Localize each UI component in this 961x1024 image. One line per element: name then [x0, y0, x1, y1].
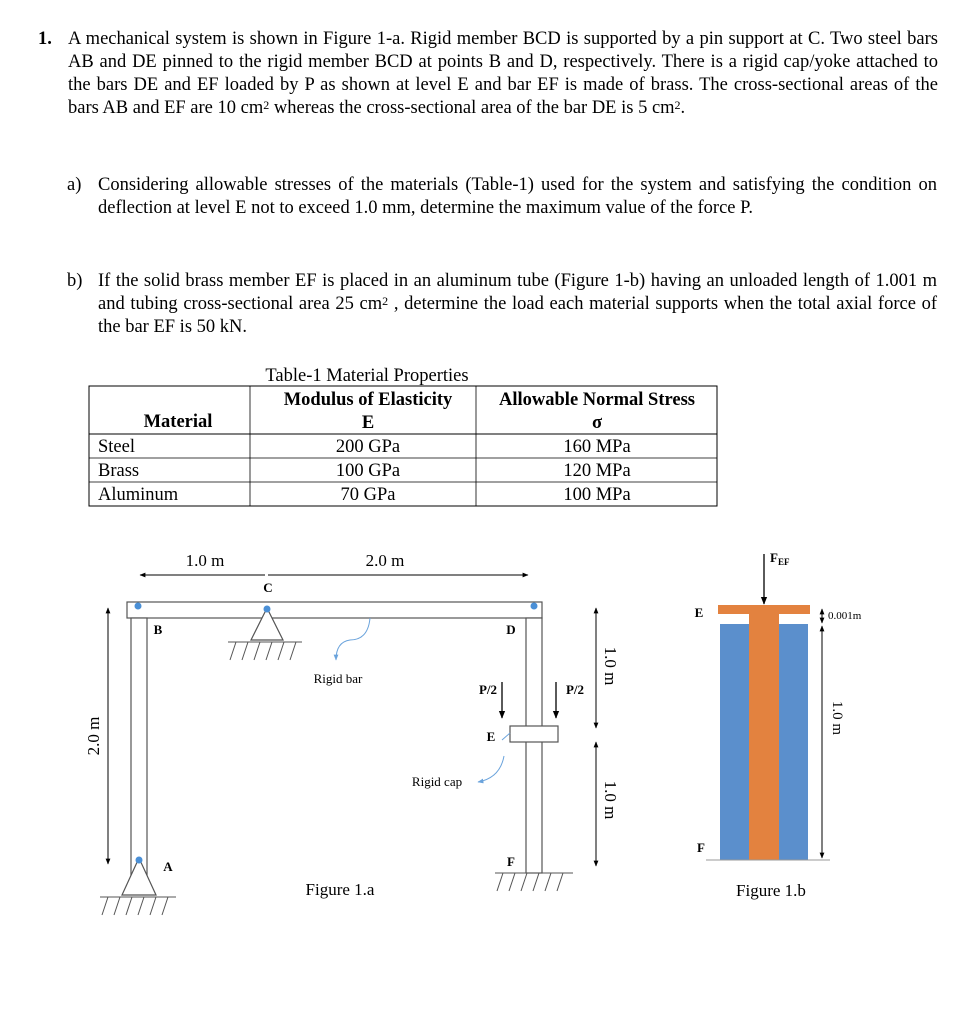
- material-table: [89, 366, 717, 506]
- load-right-label: P/2: [565, 682, 585, 697]
- rigid-plate: [718, 605, 810, 614]
- dim-ef-label: 1.0 m: [601, 780, 620, 820]
- part-b-text: If the solid brass member EF is placed in an aluminum tube (Figure 1-b) having an unloaded length of 1.001 m and tubing cross-sectional area 25 $cm^2$ , determine the load each material supports when the total axial force of the bar EF is 50 kN.: [98, 271, 937, 337]
- cell-material: Brass: [98, 461, 140, 481]
- dim-height-label: 2.0 m: [84, 716, 103, 756]
- dim-de-label: 1.0 m: [601, 646, 620, 686]
- gap-label: 0.001m: [828, 610, 862, 622]
- problem-number: 1.: [38, 29, 52, 49]
- th-modulus: Modulus of Elasticity: [283, 390, 453, 410]
- figure-1b: [695, 550, 862, 900]
- load-left-label: P/2: [478, 682, 498, 697]
- cell-modulus: 70 GPa: [340, 485, 396, 505]
- cell-stress: 120 MPa: [563, 461, 631, 481]
- rigid-cap-callout: [478, 756, 504, 782]
- label-c: C: [263, 580, 273, 595]
- rigid-bar-label: Rigid bar: [313, 671, 363, 686]
- label-e: E: [694, 605, 704, 620]
- pin-support-a: [122, 858, 156, 895]
- part-a-text: Considering allowable stresses of the materials (Table-1) used for the system and satisfying the condition on deflection at level E not to exceed 1.0 mm, determine the maximum value of the force P.: [98, 175, 937, 218]
- cell-material: Steel: [98, 437, 135, 457]
- part-a-label: a): [67, 175, 82, 195]
- bar-de-ef: [526, 618, 542, 873]
- table-title: Table-1 Material Properties: [265, 366, 469, 386]
- dim-left-label: 1.0 m: [185, 551, 225, 570]
- label-b: B: [153, 622, 163, 637]
- th-stress: Allowable Normal Stress: [499, 390, 695, 410]
- th-modulus-symbol: E: [361, 413, 375, 433]
- figure-1a-caption: Figure 1.a: [305, 880, 375, 899]
- cell-stress: 100 MPa: [563, 485, 631, 505]
- rigid-bar-bcd: [127, 602, 542, 618]
- cell-stress: 160 MPa: [563, 437, 631, 457]
- label-f: F: [507, 854, 515, 869]
- th-stress-symbol: σ: [591, 413, 603, 433]
- th-material: Material: [143, 412, 213, 432]
- cell-material: Aluminum: [98, 485, 179, 505]
- bar-ab: [131, 618, 147, 878]
- dim-right-label: 2.0 m: [365, 551, 405, 570]
- rigid-cap-label: Rigid cap: [411, 774, 463, 789]
- rigid-bar-callout: [336, 618, 370, 660]
- rigid-cap: [510, 726, 558, 742]
- pin-d: [531, 603, 538, 610]
- label-f: F: [697, 840, 705, 855]
- figure-1a: [84, 551, 620, 915]
- force-label: $F_{EF}$: [770, 550, 790, 567]
- length-label: 1.0 m: [829, 700, 845, 736]
- label-d: D: [506, 622, 516, 637]
- part-b-label: b): [67, 271, 83, 291]
- cell-modulus: 100 GPa: [335, 461, 401, 481]
- label-a: A: [163, 859, 173, 874]
- figure-1b-caption: Figure 1.b: [736, 881, 806, 900]
- brass-core: [749, 612, 779, 860]
- cell-modulus: 200 GPa: [335, 437, 401, 457]
- label-e: E: [486, 729, 496, 744]
- problem-text: A mechanical system is shown in Figure 1-a. Rigid member BCD is supported by a pin support at C. Two steel bars AB and DE pinned to the rigid member BCD at points B and D, respectively. There is a rigid cap/yoke attached to the bars DE and EF loaded by P as shown at level E and bar EF is made of brass. The cross-sectional areas of the bars AB and EF are 10 $cm^2$ whereas the cross-sectional area of the bar DE is 5 $cm^2$.: [68, 29, 938, 118]
- pin-b: [135, 603, 142, 610]
